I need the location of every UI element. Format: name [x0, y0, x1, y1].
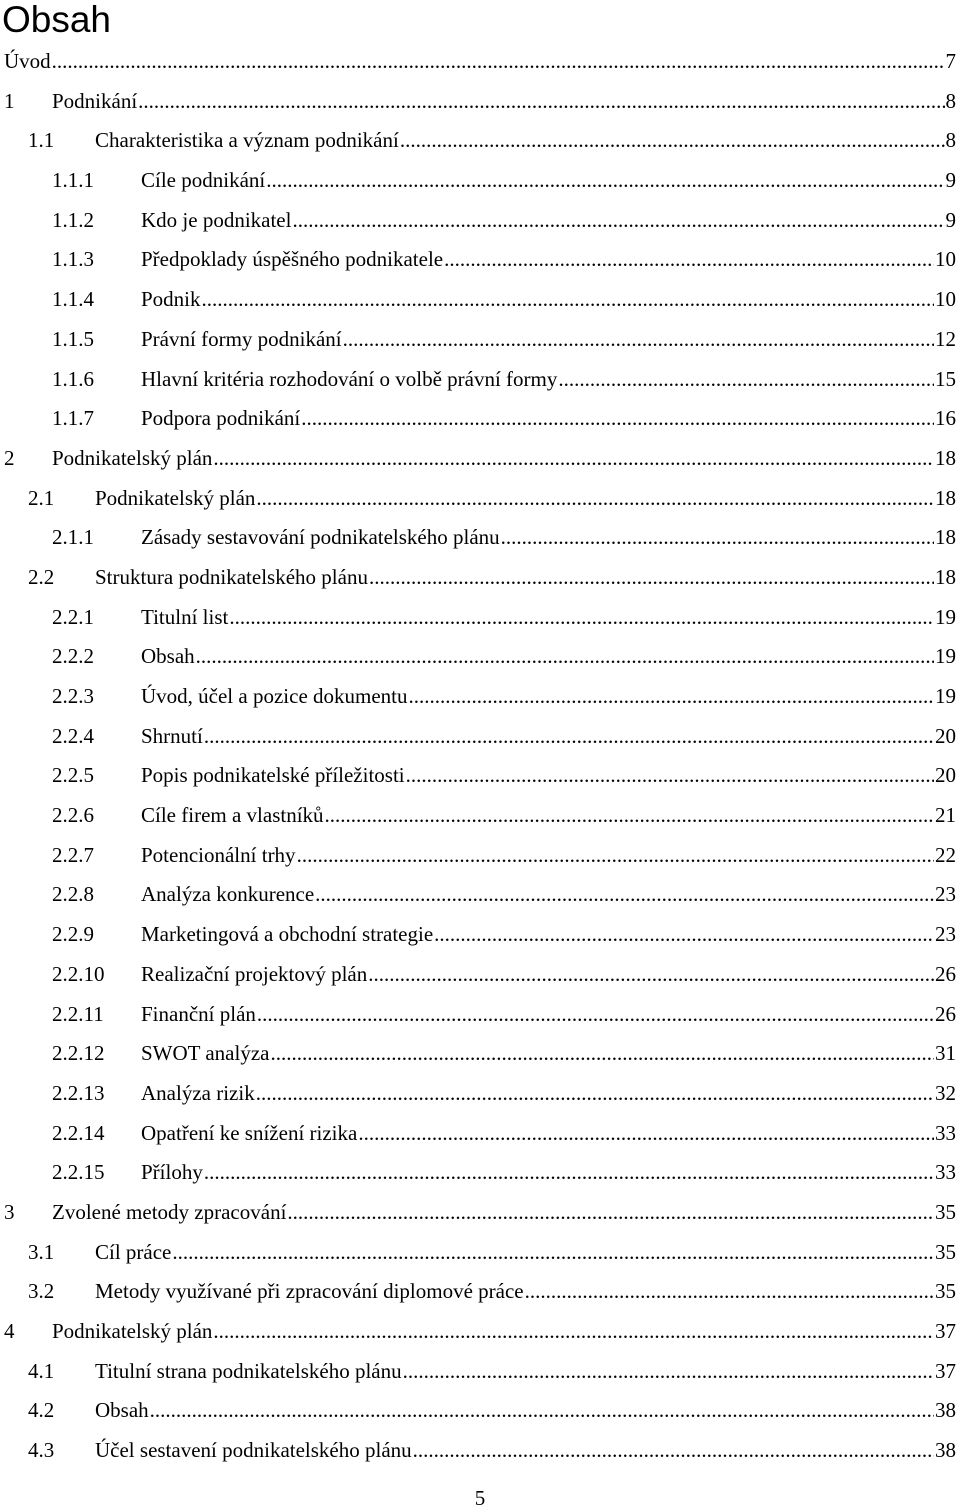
- toc-entry-page: 37: [935, 1319, 956, 1343]
- toc-entry-line: [141, 955, 956, 995]
- toc-entry-number: 1.1.3: [52, 247, 94, 272]
- toc-entry-page: 19: [935, 604, 956, 629]
- toc-entry-number: 2.2.10: [52, 961, 105, 986]
- toc-entry-number: 2.2.15: [52, 1160, 105, 1185]
- toc-entry-label: Shrnutí: [141, 723, 203, 748]
- toc-entry[interactable]: [0, 875, 960, 915]
- toc-entry-line: [141, 360, 956, 400]
- toc-entry-label: Právní formy podnikání: [141, 326, 342, 351]
- toc-entry-line: [141, 399, 956, 439]
- toc-entry-number: 2.2: [28, 564, 55, 589]
- dot-leader: [204, 1153, 934, 1193]
- toc-entry-number: 4.3: [28, 1438, 55, 1463]
- toc-entry-label: Titulní list: [141, 604, 229, 629]
- toc-entry-line: [141, 836, 956, 876]
- dot-leader: [434, 915, 934, 955]
- toc-entry-page: 19: [935, 644, 956, 669]
- toc-entry-label: Přílohy: [141, 1160, 203, 1185]
- dot-leader: [525, 1272, 934, 1312]
- toc-entry-number: 3.2: [28, 1279, 55, 1304]
- toc-entry-line: [141, 756, 956, 796]
- toc-entry-label: Kdo je podnikatel: [141, 207, 292, 232]
- toc-entry[interactable]: [0, 756, 960, 796]
- toc-entry-line: [141, 201, 956, 241]
- toc-entry-line: [4, 42, 956, 82]
- dot-leader: [413, 1431, 934, 1471]
- toc-entry-line: [141, 1114, 956, 1154]
- toc-entry-page: 10: [935, 287, 956, 312]
- toc-entry-line: [95, 558, 956, 598]
- toc-entry[interactable]: [0, 1352, 960, 1392]
- toc-entry-page: 26: [935, 1001, 956, 1026]
- toc-entry[interactable]: [0, 1034, 960, 1074]
- toc-entry-label: Předpoklady úspěšného podnikatele: [141, 247, 444, 272]
- toc-entry-label: Popis podnikatelské příležitosti: [141, 763, 405, 788]
- toc-entry-label: Finanční plán: [141, 1001, 256, 1026]
- toc-entry-label: Obsah: [141, 644, 195, 669]
- toc-entry-line: [141, 915, 956, 955]
- toc-entry-label: Úvod, účel a pozice dokumentu: [141, 684, 408, 708]
- toc-entry-line: [95, 1272, 956, 1312]
- toc-entry-line: [141, 995, 956, 1035]
- toc-entry-page: 9: [945, 207, 956, 232]
- toc-entry[interactable]: [0, 240, 960, 280]
- dot-leader: [297, 836, 934, 876]
- toc-entry-number: 1.1.4: [52, 287, 94, 312]
- dot-leader: [287, 1193, 934, 1233]
- toc-entry-number: 2.2.5: [52, 763, 94, 788]
- toc-entry-page: 35: [935, 1279, 956, 1304]
- toc-entry-page: 18: [935, 564, 956, 589]
- toc-entry-line: [141, 796, 956, 836]
- toc-entry-label: Zásady sestavování podnikatelského plánu: [141, 525, 500, 550]
- toc-entry-page: 22: [935, 842, 956, 867]
- page-number: 5: [474, 1486, 486, 1510]
- toc-entry-number: 2.2.1: [52, 604, 94, 629]
- toc-entry-line: [141, 677, 956, 717]
- toc-entry-line: [141, 240, 956, 280]
- dot-leader: [256, 479, 934, 519]
- toc-entry-page: 32: [935, 1080, 956, 1105]
- dot-leader: [138, 82, 944, 122]
- toc-entry-page: 33: [935, 1160, 956, 1185]
- toc-entry-number: 1.1.7: [52, 406, 94, 431]
- toc-entry-label: Opatření ke snížení rizika: [141, 1120, 358, 1145]
- toc-entry-page: 18: [935, 445, 956, 470]
- dot-leader: [52, 42, 945, 82]
- toc-entry-label: Podnikání: [52, 88, 138, 113]
- toc-entry-page: 23: [935, 922, 956, 947]
- toc-entry-line: [95, 1233, 956, 1273]
- toc-entry[interactable]: [0, 42, 960, 82]
- toc-entry[interactable]: [0, 915, 960, 955]
- toc-entry[interactable]: [0, 995, 960, 1035]
- toc-entry[interactable]: [0, 1272, 960, 1312]
- toc-entry-label: Analýza konkurence: [141, 882, 315, 907]
- dot-leader: [202, 280, 934, 320]
- toc-entry-line: [141, 280, 956, 320]
- toc-entry-label: Podnik: [141, 287, 201, 312]
- toc-entry-label: Marketingová a obchodní strategie: [141, 922, 434, 947]
- toc-entry-page: 18: [935, 525, 956, 550]
- toc-entry[interactable]: [0, 479, 960, 519]
- toc-entry[interactable]: [0, 518, 960, 558]
- toc-entry-line: [141, 717, 956, 757]
- dot-leader: [409, 677, 935, 717]
- toc-entry[interactable]: [0, 717, 960, 757]
- toc-entry-line: [141, 598, 956, 638]
- toc-entry-line: [95, 121, 956, 161]
- toc-entry[interactable]: [0, 1233, 960, 1273]
- dot-leader: [358, 1114, 934, 1154]
- dot-leader: [301, 399, 934, 439]
- toc-entry[interactable]: [0, 1074, 960, 1114]
- toc-entry-line: [141, 161, 956, 201]
- toc-entry[interactable]: [0, 637, 960, 677]
- toc-entry[interactable]: [0, 677, 960, 717]
- toc-entry-label: SWOT analýza: [141, 1041, 270, 1066]
- toc-entry-page: 19: [935, 684, 956, 708]
- toc-entry-page: 21: [935, 803, 956, 828]
- dot-leader: [150, 1391, 934, 1431]
- toc-entry[interactable]: [0, 955, 960, 995]
- toc-entry-number: 2.1.1: [52, 525, 94, 550]
- dot-leader: [213, 1312, 934, 1352]
- dot-leader: [406, 756, 934, 796]
- dot-leader: [403, 1352, 934, 1392]
- toc-entry[interactable]: [0, 598, 960, 638]
- toc-entry-label: Podnikatelský plán: [95, 485, 256, 510]
- toc-entry-label: Realizační projektový plán: [141, 961, 368, 986]
- toc-entry-page: 10: [935, 247, 956, 272]
- toc-entry-number: 2.2.14: [52, 1120, 105, 1145]
- dot-leader: [172, 1233, 934, 1273]
- toc-entry-number: 1: [4, 88, 15, 113]
- toc-entry-number: 2.2.12: [52, 1041, 105, 1066]
- dot-leader: [400, 121, 945, 161]
- toc-entry-line: [141, 637, 956, 677]
- toc-entry-label: Podpora podnikání: [141, 406, 301, 431]
- dot-leader: [292, 201, 944, 241]
- toc-entry[interactable]: [0, 1153, 960, 1193]
- toc-entry[interactable]: [0, 360, 960, 400]
- toc-entry-number: 2.1: [28, 485, 55, 510]
- page-title: Obsah: [2, 0, 112, 40]
- toc-entry-label: Cíl práce: [95, 1239, 172, 1264]
- toc-entry-number: 2.2.6: [52, 803, 94, 828]
- toc-entry-page: 20: [935, 723, 956, 748]
- toc-entry-number: 2.2.3: [52, 684, 94, 708]
- toc-entry[interactable]: [0, 1193, 960, 1233]
- toc-entry-label: Potencionální trhy: [141, 842, 296, 867]
- toc-entry-page: 26: [935, 961, 956, 986]
- toc-entry-number: 1.1.2: [52, 207, 94, 232]
- toc-entry-label: Úvod: [4, 49, 51, 73]
- toc-entry-page: 8: [945, 128, 956, 153]
- toc-entry-line: [52, 1193, 956, 1233]
- dot-leader: [270, 1034, 934, 1074]
- toc-entry[interactable]: [0, 320, 960, 360]
- toc-entry-number: 1.1.6: [52, 366, 94, 391]
- toc-entry-label: Podnikatelský plán: [52, 445, 213, 470]
- toc-entry[interactable]: [0, 161, 960, 201]
- toc-entry[interactable]: [0, 201, 960, 241]
- toc-entry-page: 9: [945, 168, 956, 193]
- toc-entry[interactable]: [0, 280, 960, 320]
- toc-entry-page: 20: [935, 763, 956, 788]
- dot-leader: [501, 518, 934, 558]
- dot-leader: [213, 439, 934, 479]
- toc-entry[interactable]: [0, 1391, 960, 1431]
- toc-entry-page: 35: [935, 1239, 956, 1264]
- toc-entry[interactable]: [0, 1431, 960, 1471]
- toc-entry-label: Zvolené metody zpracování: [52, 1199, 287, 1224]
- toc-entry-page: 33: [935, 1120, 956, 1145]
- toc-entry-line: [141, 1153, 956, 1193]
- toc-entry-number: 2.2.13: [52, 1080, 105, 1105]
- dot-leader: [266, 161, 944, 201]
- toc-entry[interactable]: [0, 439, 960, 479]
- dot-leader: [369, 558, 934, 598]
- toc-entry[interactable]: [0, 1312, 960, 1352]
- dot-leader: [444, 240, 934, 280]
- toc-entry-line: [141, 320, 956, 360]
- toc-entry-number: 4.1: [28, 1358, 55, 1383]
- toc-entry-page: 31: [935, 1041, 956, 1066]
- toc-entry-number: 4.2: [28, 1398, 55, 1423]
- toc-entry[interactable]: [0, 836, 960, 876]
- toc-entry-page: 8: [945, 88, 956, 113]
- dot-leader: [343, 320, 934, 360]
- toc-entry-number: 1.1.1: [52, 168, 94, 193]
- dot-leader: [204, 717, 934, 757]
- toc-entry-number: 2: [4, 445, 15, 470]
- toc-entry-label: Účel sestavení podnikatelského plánu: [95, 1438, 412, 1463]
- toc-entry-number: 1.1: [28, 128, 55, 153]
- dot-leader: [325, 796, 934, 836]
- table-of-contents: [0, 42, 960, 1471]
- toc-entry-label: Charakteristika a význam podnikání: [95, 128, 399, 153]
- toc-entry-number: 3.1: [28, 1239, 55, 1264]
- toc-entry-line: [141, 875, 956, 915]
- toc-entry-page: 7: [945, 49, 956, 73]
- toc-entry[interactable]: [0, 1114, 960, 1154]
- toc-entry-number: 2.2.9: [52, 922, 94, 947]
- dot-leader: [229, 598, 934, 638]
- toc-entry-page: 16: [935, 406, 956, 431]
- dot-leader: [368, 955, 934, 995]
- dot-leader: [196, 637, 934, 677]
- toc-entry[interactable]: [0, 558, 960, 598]
- toc-entry-number: 2.2.2: [52, 644, 94, 669]
- toc-entry-label: Struktura podnikatelského plánu: [95, 564, 368, 589]
- toc-entry-label: Cíle firem a vlastníků: [141, 803, 324, 828]
- toc-entry-line: [95, 479, 956, 519]
- toc-entry-number: 2.2.11: [52, 1001, 104, 1026]
- toc-entry-number: 2.2.7: [52, 842, 94, 867]
- toc-entry-label: Obsah: [95, 1398, 149, 1423]
- dot-leader: [256, 1074, 934, 1114]
- toc-entry-line: [52, 82, 956, 122]
- toc-entry-line: [52, 1312, 956, 1352]
- toc-entry-number: 3: [4, 1199, 15, 1224]
- toc-entry-line: [141, 518, 956, 558]
- toc-entry-number: 2.2.8: [52, 882, 94, 907]
- toc-entry-line: [52, 439, 956, 479]
- dot-leader: [558, 360, 934, 400]
- toc-entry-number: 1.1.5: [52, 326, 94, 351]
- toc-entry-line: [95, 1391, 956, 1431]
- toc-entry[interactable]: [0, 121, 960, 161]
- dot-leader: [315, 875, 934, 915]
- toc-entry-page: 35: [935, 1199, 956, 1224]
- toc-entry-label: Analýza rizik: [141, 1080, 255, 1105]
- toc-entry[interactable]: [0, 82, 960, 122]
- toc-entry-page: 37: [935, 1358, 956, 1383]
- toc-entry-page: 15: [935, 366, 956, 391]
- toc-entry[interactable]: [0, 399, 960, 439]
- toc-entry-label: Cíle podnikání: [141, 168, 266, 193]
- toc-entry-page: 38: [935, 1438, 956, 1463]
- toc-entry-line: [95, 1431, 956, 1471]
- toc-entry-page: 38: [935, 1398, 956, 1423]
- toc-entry-label: Titulní strana podnikatelského plánu: [95, 1358, 402, 1383]
- toc-entry-page: 18: [935, 485, 956, 510]
- toc-entry-line: [95, 1352, 956, 1392]
- toc-entry-number: 2.2.4: [52, 723, 94, 748]
- toc-entry-label: Hlavní kritéria rozhodování o volbě právní formy: [141, 366, 558, 391]
- toc-entry-page: 12: [935, 326, 956, 351]
- toc-entry-number: 4: [4, 1319, 15, 1343]
- toc-entry-label: Podnikatelský plán: [52, 1319, 213, 1343]
- toc-entry[interactable]: [0, 796, 960, 836]
- toc-entry-page: 23: [935, 882, 956, 907]
- toc-entry-line: [141, 1034, 956, 1074]
- toc-entry-label: Metody využívané při zpracování diplomové práce: [95, 1279, 524, 1304]
- toc-entry-line: [141, 1074, 956, 1114]
- dot-leader: [257, 995, 934, 1035]
